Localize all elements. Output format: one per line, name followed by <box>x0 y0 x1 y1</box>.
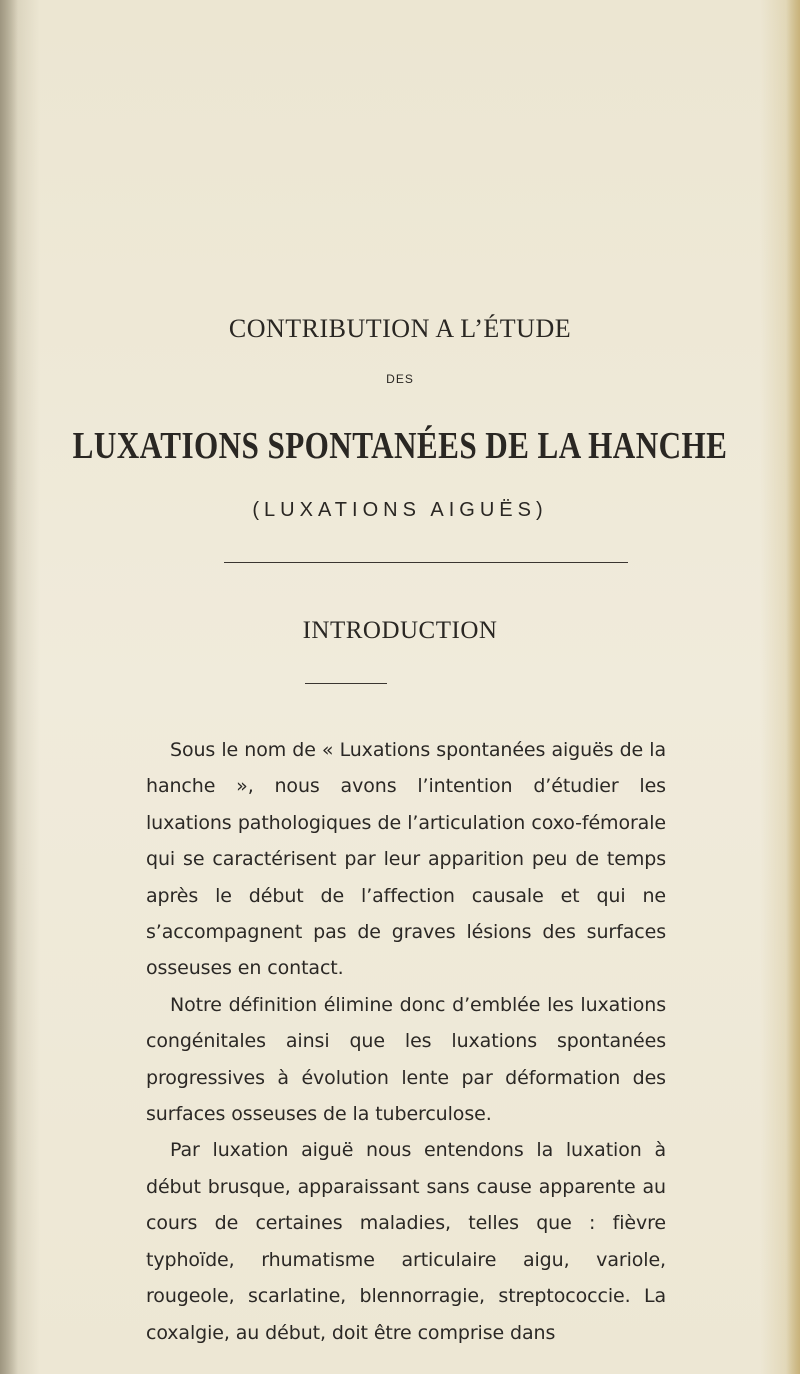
paragraph-2: Notre définition élimine donc d’emblée les luxations congénitales ainsi que les luxations spontanées progressives à évolution lente par déformation des surfaces osseuses de la tuberculose. <box>146 993 666 1126</box>
paragraph-3: Par luxation aiguë nous entendons la luxation à début brusque, apparaissant sans cause apparente au cours de certaines maladies, telles que : fièvre typhoïde, rhumatisme articulaire aigu, variole, rougeole, scarlatine, blennorragie, streptococcie. La coxalgie, au début, doit être comprise dans <box>146 1139 666 1344</box>
page-edge-right <box>786 0 800 1374</box>
main-title: LUXATIONS SPONTANÉES DE LA HANCHE <box>72 425 728 467</box>
sub-title: (LUXATIONS AIGUËS) <box>252 499 548 521</box>
section-heading: INTRODUCTION <box>302 617 498 644</box>
heading-divider <box>305 683 387 684</box>
paragraph-1: Sous le nom de « Luxations spontanées aiguës de la hanche », nous avons l’intention d’étudier les luxations pathologiques de l’articulation coxo-fémorale qui se caractérisent par leur apparition peu de temps après le début de l’affection causale et qui ne s’accompagnent pas de graves lésions des surfaces osseuses en contact. <box>146 739 666 980</box>
body-text <box>146 732 666 1351</box>
title-line-contribution: CONTRIBUTION A L’ÉTUDE <box>228 314 572 343</box>
page-edge-left <box>0 0 18 1374</box>
title-connector: DES <box>386 372 414 386</box>
title-divider <box>224 562 628 563</box>
